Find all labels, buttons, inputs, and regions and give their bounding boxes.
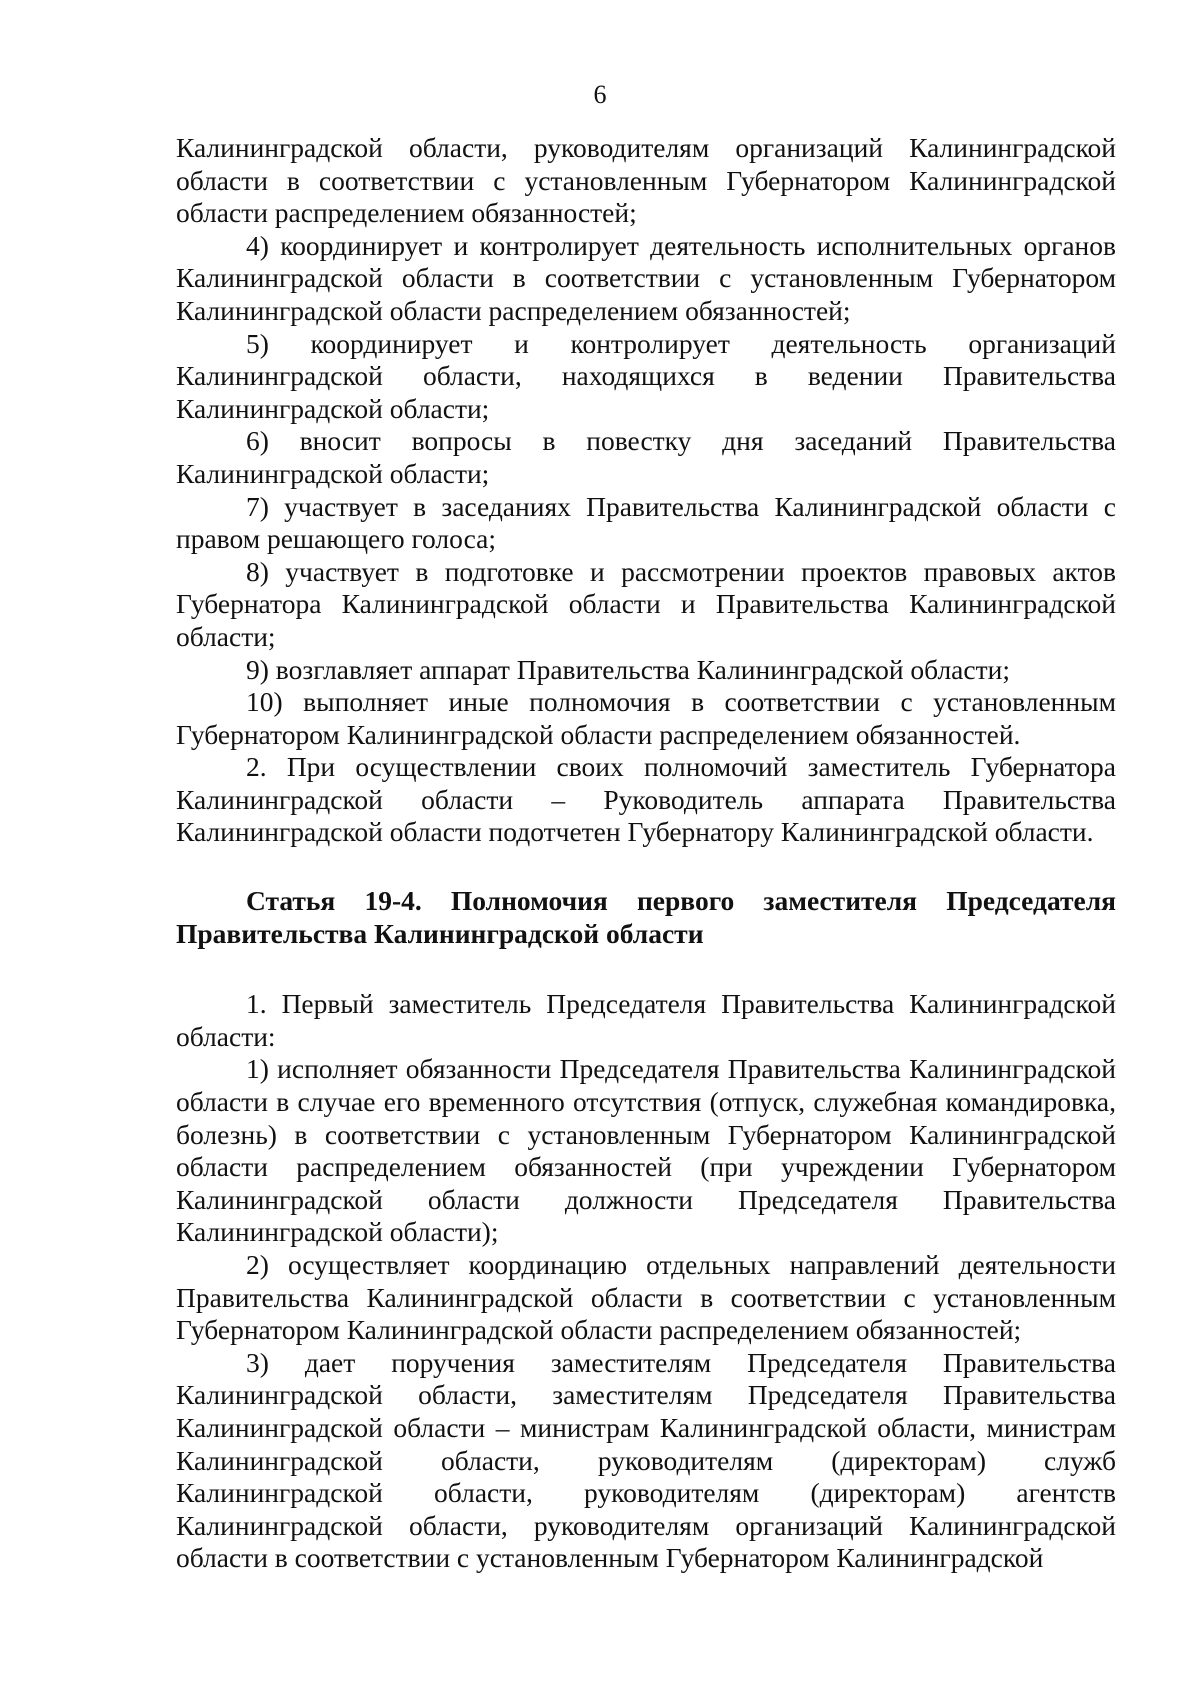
- spacer: [176, 849, 1116, 885]
- paragraphs-bottom: [176, 988, 1116, 1575]
- spacer: [176, 950, 1116, 988]
- document-body: [176, 132, 1116, 1575]
- paragraph: 1. Первый заместитель Председателя Правительства Калининградской области:: [176, 988, 1116, 1052]
- paragraph: 10) выполняет иные полномочия в соответствии с установленным Губернатором Калининградской области распределением обязанностей.: [176, 686, 1116, 750]
- page-number: 6: [593, 80, 607, 109]
- paragraph: 6) вносит вопросы в повестку дня заседаний Правительства Калининградской области;: [176, 425, 1116, 489]
- paragraph: 2) осуществляет координацию отдельных направлений деятельности Правительства Калининградской области в соответствии с установленным Губернатором Калининградской области распределением обязанностей;: [176, 1249, 1116, 1346]
- paragraph: 8) участвует в подготовке и рассмотрении проектов правовых актов Губернатора Калининградской области и Правительства Калининградской области;: [176, 555, 1116, 652]
- paragraph: 3) дает поручения заместителям Председателя Правительства Калининградской области, заместителям Председателя Правительства Калининградской области – министрам Калининградской области, министрам Калининградской области, руководителям (директорам) служб Калининградской области, руководителям (директорам) агентств Калининградской области, руководителям организаций Калининградской области в соответствии с установленным Губернатором Калининградской: [176, 1346, 1116, 1574]
- paragraph: 1) исполняет обязанности Председателя Правительства Калининградской области в случае его временного отсутствия (отпуск, служебная командировка, болезнь) в соответствии с установленным Губернатором Калининградской области распределением обязанностей (при учреждении Губернатором Калининградской области должности Председателя Правительства Калининградской области);: [176, 1053, 1116, 1248]
- paragraph: 2. При осуществлении своих полномочий заместитель Губернатора Калининградской области – Руководитель аппарата Правительства Калининградской области подотчетен Губернатору Калининградской области.: [176, 751, 1116, 848]
- paragraph: 4) координирует и контролирует деятельность исполнительных органов Калининградской области в соответствии с установленным Губернатором Калининградской области распределением обязанностей;: [176, 229, 1116, 326]
- paragraph: 9) возглавляет аппарат Правительства Калининградской области;: [246, 653, 1010, 685]
- article-heading: Статья 19-4. Полномочия первого заместителя Председателя Правительства Калининградской области: [176, 885, 1116, 949]
- paragraph: 5) координирует и контролирует деятельность организаций Калининградской области, находящихся в ведении Правительства Калининградской области;: [176, 327, 1116, 424]
- paragraph: Калининградской области, руководителям организаций Калининградской области в соответствии с установленным Губернатором Калининградской области распределением обязанностей;: [176, 132, 1116, 229]
- paragraph: 7) участвует в заседаниях Правительства Калининградской области с правом решающего голоса;: [176, 490, 1116, 555]
- paragraphs-top: [176, 132, 1116, 849]
